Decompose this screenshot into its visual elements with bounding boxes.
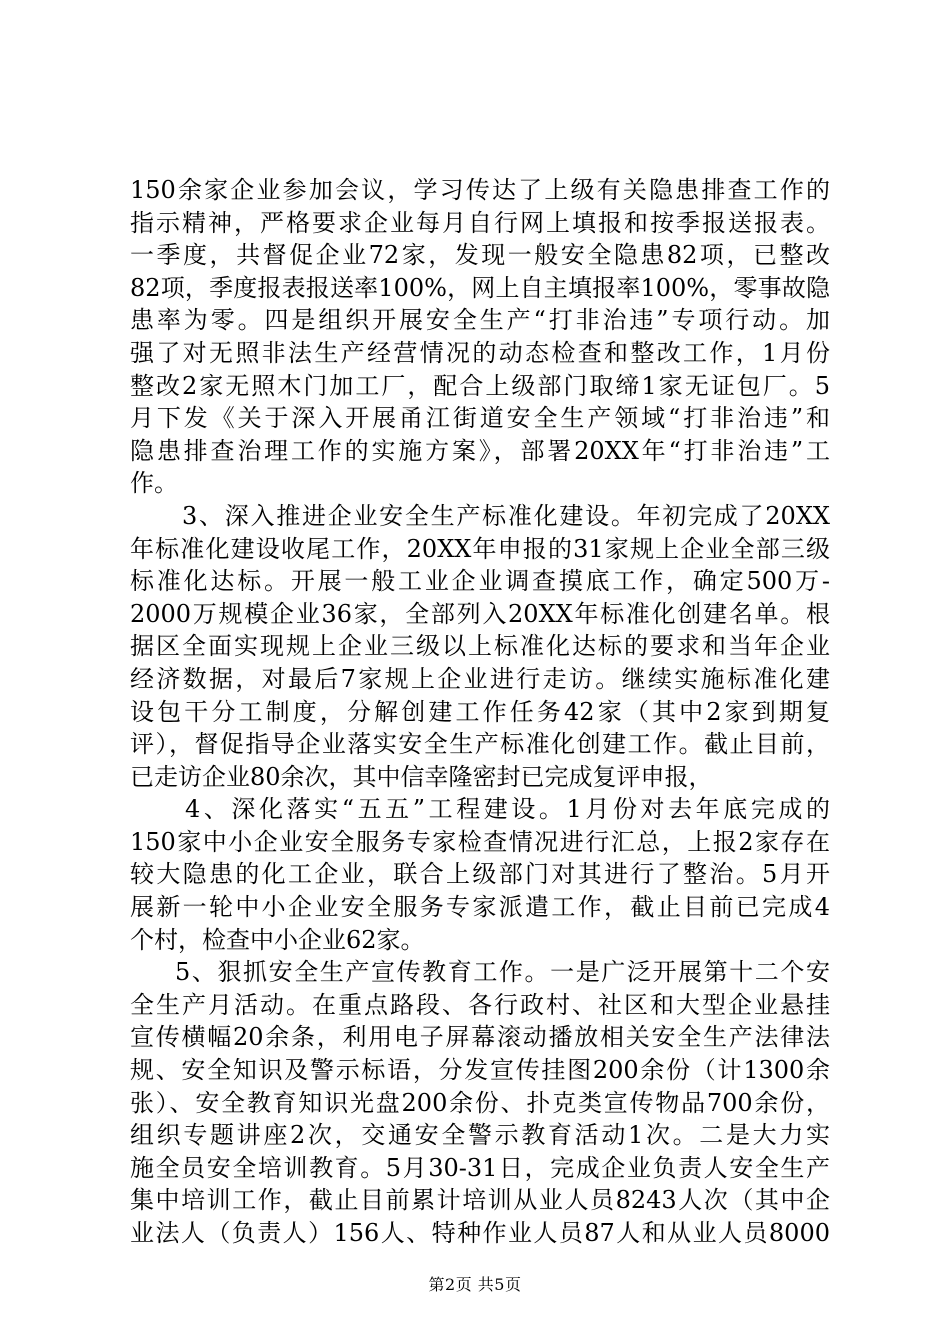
text-line: 作。 bbox=[130, 469, 178, 498]
text-line: 设包干分工制度，分解创建工作任务42家（其中2家到期复 bbox=[130, 697, 830, 726]
text-line: 强了对无照非法生产经营情况的动态检查和整改工作，1月份 bbox=[130, 338, 830, 367]
text-line: 82项，季度报表报送率100%，网上自主填报率100%，零事故隐 bbox=[130, 273, 830, 302]
paragraph-start-line: 4、深化落实“五五”工程建设。1月份对去年底完成的 bbox=[185, 795, 830, 824]
text-line: 患率为零。四是组织开展安全生产“打非治违”专项行动。加 bbox=[130, 306, 830, 335]
paragraph-start-line: 3、深入推进企业安全生产标准化建设。年初完成了20XX bbox=[182, 501, 830, 530]
text-line: 展新一轮中小企业安全服务专家派遣工作，截止目前已完成4 bbox=[130, 893, 830, 922]
text-line: 已走访企业80余次，其中信幸隆密封已完成复评申报， bbox=[130, 762, 713, 791]
text-line: 施全员安全培训教育。5月30-31日，完成企业负责人安全生产 bbox=[130, 1153, 830, 1182]
text-line: 较大隐患的化工企业，联合上级部门对其进行了整治。5月开 bbox=[130, 860, 830, 889]
text-line: 整改2家无照木门加工厂，配合上级部门取缔1家无证包厂。5 bbox=[130, 371, 830, 400]
text-line: 业法人（负责人）156人、特种作业人员87人和从业人员8000 bbox=[130, 1219, 830, 1247]
document-body bbox=[130, 174, 830, 1250]
text-line: 2000万规模企业36家，全部列入20XX年标准化创建名单。根 bbox=[130, 599, 830, 628]
page-number: 第2页 共5页 bbox=[428, 1275, 522, 1294]
text-line: 经济数据，对最后7家规上企业进行走访。继续实施标准化建 bbox=[130, 664, 830, 693]
text-line: 宣传横幅20余条，利用电子屏幕滚动播放相关安全生产法律法 bbox=[130, 1023, 830, 1052]
text-line: 标准化达标。开展一般工业企业调查摸底工作，确定500万- bbox=[130, 567, 830, 596]
text-line: 月下发《关于深入开展甬江街道安全生产领域“打非治违”和 bbox=[130, 404, 830, 433]
text-line: 一季度，共督促企业72家，发现一般安全隐患82项，已整改 bbox=[130, 241, 830, 270]
text-line: 指示精神，严格要求企业每月自行网上填报和按季报送报表。 bbox=[130, 208, 830, 237]
text-line: 规、安全知识及警示标语，分发宣传挂图200余份（计1300余 bbox=[130, 1056, 830, 1085]
text-line: 组织专题讲座2次，交通安全警示教育活动1次。二是大力实 bbox=[130, 1121, 830, 1150]
text-line: 评），督促指导企业落实安全生产标准化创建工作。截止目前， bbox=[130, 730, 830, 759]
text-line: 据区全面实现规上企业三级以上标准化达标的要求和当年企业 bbox=[130, 632, 830, 661]
text-line: 隐患排查治理工作的实施方案》，部署20XX年“打非治违”工 bbox=[130, 436, 830, 465]
paragraph-start-line: 5、狠抓安全生产宣传教育工作。一是广泛开展第十二个安 bbox=[175, 958, 830, 987]
text-line: 集中培训工作，截止目前累计培训从业人员8243人次（其中企 bbox=[130, 1186, 830, 1215]
text-line: 全生产月活动。在重点路段、各行政村、社区和大型企业悬挂 bbox=[130, 990, 830, 1019]
text-line: 年标准化建设收尾工作，20XX年申报的31家规上企业全部三级 bbox=[130, 534, 830, 563]
text-line: 个村，检查中小企业62家。 bbox=[130, 925, 425, 954]
page-footer bbox=[0, 1272, 950, 1295]
text-line: 150家中小企业安全服务专家检查情况进行汇总，上报2家存在 bbox=[130, 827, 830, 856]
text-line: 150余家企业参加会议，学习传达了上级有关隐患排查工作的 bbox=[130, 176, 830, 204]
text-line: 张）、安全教育知识光盘200余份、扑克类宣传物品700余份， bbox=[130, 1088, 830, 1117]
